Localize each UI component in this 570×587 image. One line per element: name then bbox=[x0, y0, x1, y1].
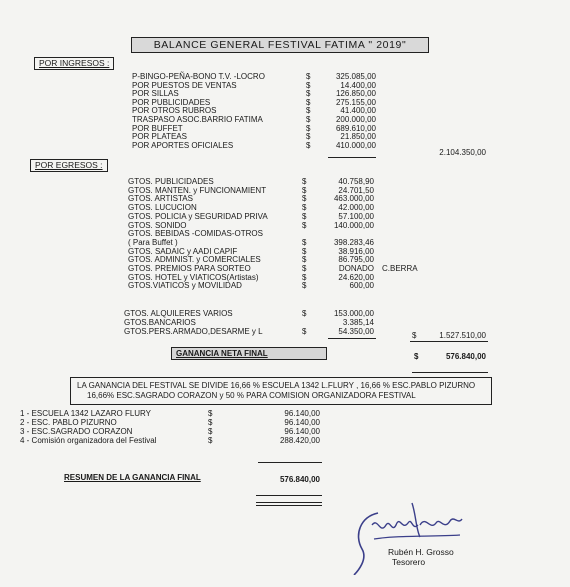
egreso-row-label: GTOS. SONIDO bbox=[128, 220, 187, 230]
ingreso-row-label: POR SILLAS bbox=[132, 89, 179, 99]
distribucion-row-label: 1 - ESCUELA 1342 LAZARO FLURY bbox=[20, 409, 152, 418]
firma-name: Rubén H. Grosso bbox=[388, 547, 454, 557]
distribucion-text-line-2: 16,66% ESC.SAGRADO CORAZON y 50 % PARA COMISION ORGANIZADORA FESTIVAL bbox=[87, 391, 416, 400]
ingreso-row-currency: $ bbox=[306, 132, 311, 142]
egreso-row-amount: 140.000,00 bbox=[333, 220, 374, 230]
ganancia-label-box bbox=[171, 347, 327, 360]
distribucion-row-amount: 96.140,00 bbox=[284, 427, 320, 436]
egreso-row bbox=[124, 327, 424, 336]
document-title: BALANCE GENERAL FESTIVAL FATIMA " 2019" bbox=[131, 37, 429, 53]
distribucion-text-box bbox=[70, 377, 492, 405]
egreso-row bbox=[128, 212, 428, 221]
distribucion-row-label: 3 - ESC.SAGRADO CORAZON bbox=[20, 427, 133, 436]
ganancia-currency: $ bbox=[414, 352, 419, 361]
ingreso-row-label: POR BUFFET bbox=[132, 123, 183, 133]
distribucion-row-amount: 96.140,00 bbox=[284, 409, 320, 418]
egreso-row bbox=[128, 221, 428, 230]
distribucion-row-currency: $ bbox=[208, 418, 213, 427]
ingreso-row-currency: $ bbox=[306, 89, 311, 99]
distribucion-rule bbox=[258, 462, 322, 463]
egreso-row-amount: DONADO bbox=[338, 264, 374, 273]
ingreso-row-currency: $ bbox=[306, 123, 311, 133]
egreso-row-currency: $ bbox=[302, 211, 307, 221]
egreso-row-amount: 57.100,00 bbox=[338, 211, 374, 221]
egresos-total: 1.527.510,00 bbox=[439, 331, 486, 340]
distribucion-row bbox=[20, 409, 330, 418]
egreso-row-label: GTOS. ADMINIST. y COMERCIALES bbox=[128, 255, 261, 265]
egreso-row bbox=[128, 247, 428, 256]
egreso-row bbox=[128, 203, 428, 212]
egreso-row-amount: 42.000,00 bbox=[338, 203, 374, 213]
ingreso-row-currency: $ bbox=[306, 80, 311, 90]
egreso-row bbox=[128, 281, 428, 290]
egreso-row-amount: 153.000,00 bbox=[333, 309, 374, 318]
egreso-row-currency: $ bbox=[302, 203, 307, 213]
egreso-row-label: GTOS.BANCARIOS bbox=[124, 318, 196, 327]
egreso-row bbox=[128, 238, 428, 247]
distribucion-row-amount: 96.140,00 bbox=[284, 418, 320, 427]
egreso-row-currency: $ bbox=[302, 246, 307, 256]
egreso-row bbox=[128, 229, 428, 238]
ingresos-section-label: POR INGRESOS : bbox=[34, 57, 114, 70]
resumen-label: RESUMEN DE LA GANANCIA FINAL bbox=[64, 473, 201, 482]
egreso-row bbox=[128, 255, 428, 264]
egreso-row-currency: $ bbox=[302, 327, 307, 336]
egreso-row bbox=[128, 264, 428, 273]
distribucion-row-currency: $ bbox=[208, 436, 213, 445]
distribucion-row-label: 4 - Comisión organizadora del Festival bbox=[20, 436, 157, 445]
distribucion-row bbox=[20, 427, 330, 436]
ingreso-row-amount: 275.155,00 bbox=[335, 97, 376, 107]
distribucion-row-currency: $ bbox=[208, 427, 213, 436]
ingreso-row-amount: 325.085,00 bbox=[335, 72, 376, 81]
resumen-rule-3 bbox=[256, 505, 322, 506]
egreso-row-amount: 38.916,00 bbox=[338, 246, 374, 256]
egreso-row-currency: $ bbox=[302, 281, 307, 291]
egreso-row-currency: $ bbox=[302, 255, 307, 265]
firma-role: Tesorero bbox=[392, 557, 426, 567]
egreso-row-label: GTOS. PREMIOS PARA SORTEO bbox=[128, 264, 251, 273]
ganancia-rule bbox=[412, 372, 488, 373]
egreso-row-currency: $ bbox=[302, 177, 307, 186]
ingreso-row-label: POR PUBLICIDADES bbox=[132, 97, 211, 107]
ingresos-total: 2.104.350,00 bbox=[439, 148, 486, 157]
egreso-row-label: GTOS. ARTISTAS bbox=[128, 194, 193, 204]
egreso-row-amount: 24.701,50 bbox=[338, 185, 374, 195]
egreso-row-currency: $ bbox=[302, 272, 307, 282]
resumen-rule-1 bbox=[256, 495, 322, 496]
egreso-row-label: ( Para Buffet ) bbox=[128, 237, 178, 247]
ingresos-subtotal-rule bbox=[328, 157, 376, 158]
ingreso-row-amount: 200.000,00 bbox=[335, 115, 376, 124]
distribucion-text-line-1: LA GANANCIA DEL FESTIVAL SE DIVIDE 16,66 % ESCUELA 1342 L.FLURY , 16,66 % ESC.PABLO PIZURNO bbox=[77, 381, 476, 390]
egreso-row-amount: 86.795,00 bbox=[338, 255, 374, 265]
egreso-row-currency: $ bbox=[302, 185, 307, 195]
egreso-row-currency: $ bbox=[302, 220, 307, 230]
resumen-amount: 576.840,00 bbox=[279, 475, 320, 484]
ingreso-row-amount: 410.000,00 bbox=[335, 140, 376, 150]
egreso-row bbox=[128, 186, 428, 195]
ingreso-row-amount: 41.400,00 bbox=[340, 106, 376, 116]
distribucion-row-amount: 288.420,00 bbox=[279, 436, 320, 445]
egreso-row-amount: 54.350,00 bbox=[338, 327, 374, 336]
ingreso-row-amount: 689.610,00 bbox=[335, 123, 376, 133]
egreso-row-label: GTOS. BEBIDAS -COMIDAS-OTROS bbox=[128, 229, 263, 239]
egreso-row-label: GTOS.PERS.ARMADO,DESARME y L bbox=[124, 327, 263, 336]
egresos-section-label: POR EGRESOS : bbox=[30, 159, 108, 172]
ingreso-row bbox=[132, 141, 382, 150]
distribucion-row-currency: $ bbox=[208, 409, 213, 418]
distribucion-row bbox=[20, 418, 330, 427]
egresos-total-currency: $ bbox=[412, 331, 417, 340]
ingreso-row-currency: $ bbox=[306, 115, 311, 124]
egreso-row-label: GTOS. ALQUILERES VARIOS bbox=[124, 309, 233, 318]
egreso-row-label: GTOS. MANTEN. y FUNCIONAMIENT bbox=[128, 185, 267, 195]
ingreso-row-label: POR PLATEAS bbox=[132, 132, 187, 142]
egreso-row-label: GTOS. HOTEL y VIATICOS(Artistas) bbox=[128, 272, 259, 282]
egreso-row-label: GTOS. PUBLICIDADES bbox=[128, 177, 214, 186]
distribucion-row-label: 2 - ESC. PABLO PIZURNO bbox=[20, 418, 117, 427]
egreso-row bbox=[128, 177, 428, 186]
egreso-row-amount: 463.000,00 bbox=[333, 194, 374, 204]
egreso-row-note: C.BERRA bbox=[382, 264, 418, 273]
egreso-row bbox=[128, 273, 428, 282]
egreso-row-label: GTOS. SADAIC y AADI CAPIF bbox=[128, 246, 238, 256]
ingreso-row-label: TRASPASO ASOC.BARRIO FATIMA bbox=[132, 115, 263, 124]
egreso-row-label: GTOS. LUCUCION bbox=[128, 203, 197, 213]
ingreso-row-currency: $ bbox=[306, 72, 311, 81]
egreso-row-currency: $ bbox=[302, 237, 307, 247]
egreso-row bbox=[128, 194, 428, 203]
distribucion-row bbox=[20, 436, 330, 445]
egreso-row-amount: 3.385,14 bbox=[342, 318, 374, 327]
ingreso-row-currency: $ bbox=[306, 140, 311, 150]
ganancia-amount: 576.840,00 bbox=[445, 352, 486, 361]
ingreso-row-amount: 126.850,00 bbox=[335, 89, 376, 99]
resumen-rule-2 bbox=[256, 502, 322, 503]
egresos-total-rule bbox=[410, 341, 488, 342]
egreso-row-amount: 398.283,46 bbox=[333, 237, 374, 247]
egreso-row-amount: 40.758,90 bbox=[338, 177, 374, 186]
ingreso-row-label: POR APORTES OFICIALES bbox=[132, 140, 234, 150]
ingreso-row-currency: $ bbox=[306, 106, 311, 116]
egreso-row bbox=[124, 309, 424, 318]
egreso-row-currency: $ bbox=[302, 309, 307, 318]
egreso-row-amount: 600,00 bbox=[349, 281, 374, 291]
egresos-subtotal-rule bbox=[328, 338, 376, 339]
egreso-row-label: GTOS.VIATICOS y MOVILIDAD bbox=[128, 281, 242, 291]
ingreso-row-label: P-BINGO-PEÑA-BONO T.V. -LOCRO bbox=[132, 72, 265, 81]
ingreso-row-currency: $ bbox=[306, 97, 311, 107]
egreso-row-currency: $ bbox=[302, 194, 307, 204]
egreso-row-amount: 24.620,00 bbox=[338, 272, 374, 282]
ganancia-label: GANANCIA NETA FINAL bbox=[176, 349, 268, 358]
ingreso-row-label: POR PUESTOS DE VENTAS bbox=[132, 80, 237, 90]
egreso-row bbox=[124, 318, 424, 327]
ingreso-row-amount: 14.400,00 bbox=[340, 80, 376, 90]
ingreso-row-label: POR OTROS RUBROS bbox=[132, 106, 217, 116]
ingreso-row-amount: 21.850,00 bbox=[340, 132, 376, 142]
egreso-row-currency: $ bbox=[302, 264, 307, 273]
egreso-row-label: GTOS. POLICIA y SEGURIDAD PRIVA bbox=[128, 211, 268, 221]
